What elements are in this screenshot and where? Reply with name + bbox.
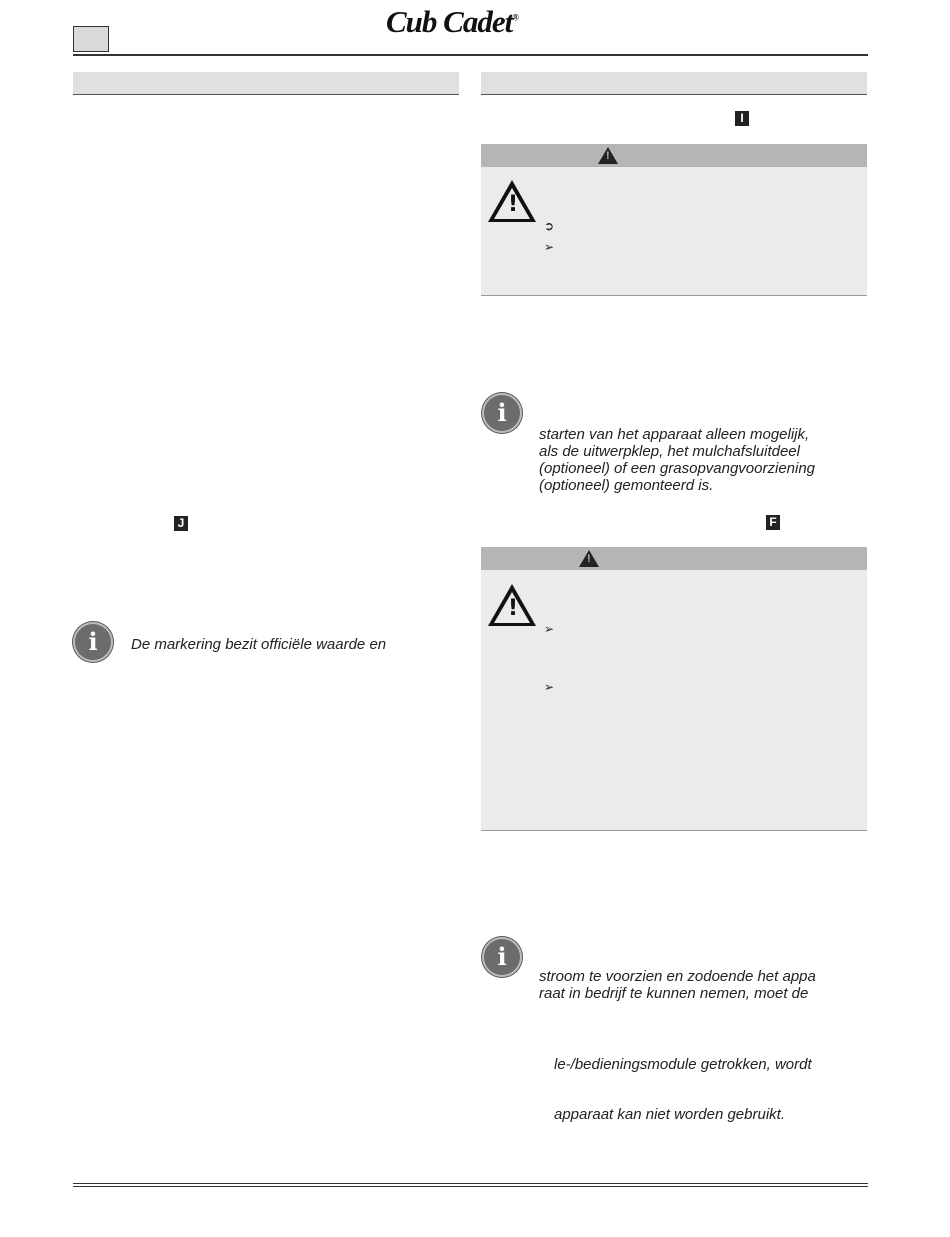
warning-triangle-icon [579,550,599,567]
warning-header-2 [481,547,867,570]
footer-rule-2 [73,1186,868,1187]
arrow-bullet-icon: ➢ [544,240,555,254]
arrow-bullet-icon: ➢ [544,622,555,636]
warning-triangle-icon [598,147,618,164]
warning-triangle-icon: ! [488,584,536,626]
header-rule [73,54,868,56]
info-note-1: starten van het apparaat alleen mogelijk, als de uitwerpklep, het mulchafsluitdeel (optioneel) of een grasopvangvoorziening (optioneel) gemonteerd is. [539,426,816,494]
warning-body-2 [481,570,867,831]
section-bar-left [73,72,459,95]
info-icon: i [482,393,522,433]
result-bullet-icon: ➲ [544,219,555,233]
info-note-2-line3: le-/bedieningsmodule getrokken, wordt [554,1056,812,1073]
figure-ref-f: F [766,515,780,530]
warning-body-1 [481,167,867,296]
warning-triangle-icon: ! [488,180,536,222]
info-note-left: De markering bezit officiële waarde en [131,636,387,653]
info-icon: i [73,622,113,662]
figure-ref-i: I [735,111,749,126]
section-bar-right [481,72,867,95]
info-note-2: stroom te voorzien en zodoende het appa raat in bedrijf te kunnen nemen, moet de [539,968,816,1002]
footer-rule [73,1183,868,1184]
info-icon: i [482,937,522,977]
figure-ref-j: J [174,516,188,531]
arrow-bullet-icon: ➢ [544,680,555,694]
brand-logo: Cub Cadet® [386,4,519,39]
language-box [73,26,109,52]
warning-header-1 [481,144,867,167]
info-note-2-line4: apparaat kan niet worden gebruikt. [554,1106,785,1123]
